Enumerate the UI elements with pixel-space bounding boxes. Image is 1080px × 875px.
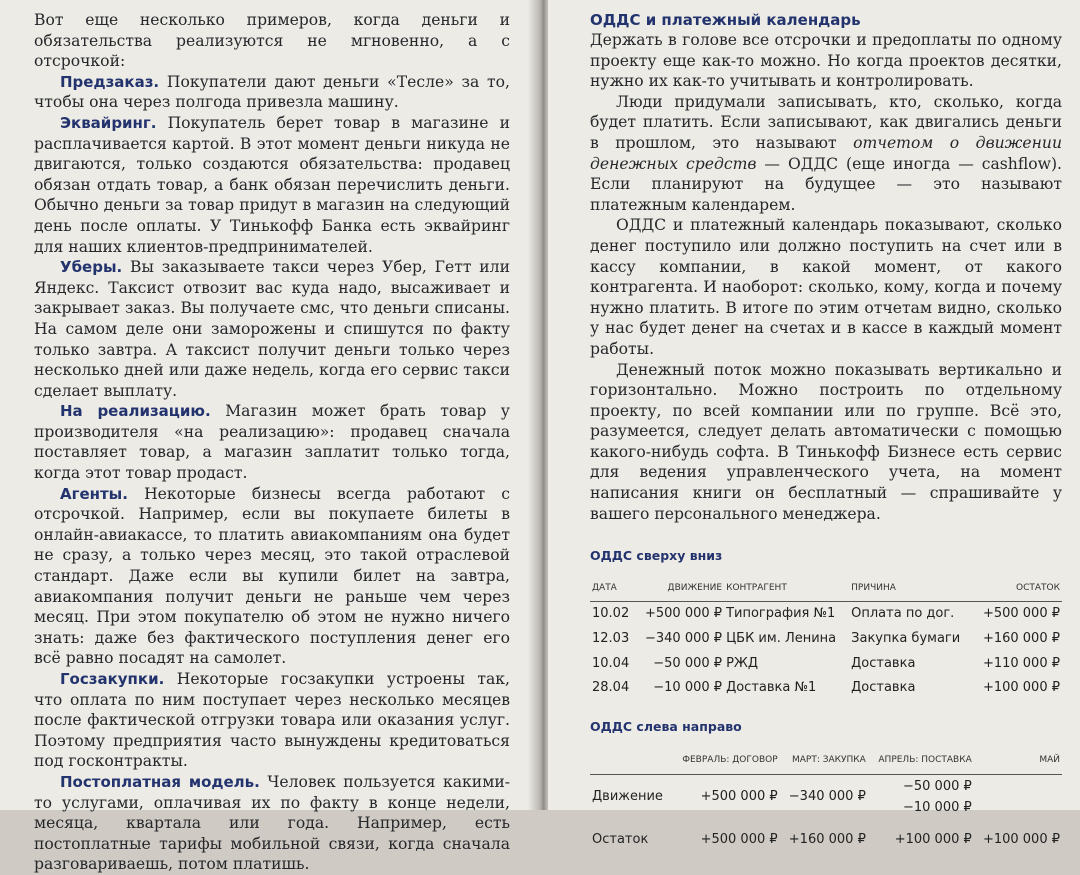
col-balance: ОСТАТОК — [973, 575, 1062, 602]
col-label — [590, 747, 672, 774]
term-agenty: Агенты. — [60, 484, 128, 503]
term-text: Некоторые госзакупки устроены так, что оплата по ним поступает через несколько месяцев после фактической отгрузки товара или оказания услуг. Поэтому предприятия часто вынуждены кредитоваться под госконтракты. — [34, 670, 510, 771]
cell: −340 000 ₽ — [645, 631, 723, 647]
term-postoplata: Постоплатная модель. — [60, 772, 260, 791]
table-row — [590, 652, 1062, 677]
term-text: Вы заказываете такси через Убер, Гетт или Яндекс. Таксист отвозит вас куда надо, высаживает и закрывает заказ. Вы получаете смс, что деньги списаны. На самом деле они заморожены и спишутся по факту только завтра. А таксист получит деньги только через несколько дней или даже недель, когда его сервис такси сделает выплату. — [34, 258, 510, 400]
italic-term: отчетом о движении денежных средств — [590, 133, 1062, 173]
cell: Типография №1 — [726, 606, 836, 622]
table-row — [590, 775, 1062, 821]
cell-line: −50 000 ₽ — [902, 779, 972, 794]
cell: РЖД — [726, 655, 759, 671]
term-text: Магазин может брать товар у производителя «на реализацию»: продавец сначала поставляет товар, а магазин заплатит только тогда, когда этот товар продаст. — [34, 402, 510, 483]
term-text: Покупатель берет товар в магазине и расплачивается картой. В этот момент деньги никуда не двигаются, только создаются обязательства: продавец обязан отдать товар, а банк обязан перечислить деньги. Обычно деньги за товар придут в магазин на следующий день после оплаты. У Тинькофф Банка есть эквайринг для наших клиентов-предпринимателей. — [34, 113, 510, 256]
left-page — [0, 0, 540, 874]
cell: +100 000 ₽ — [894, 832, 972, 848]
col-reason: ПРИЧИНА — [849, 575, 973, 602]
intro-paragraph: Вот еще несколько примеров, когда деньги и обязательства реализуются не мгновенно, а с отсрочкой: — [34, 11, 510, 71]
table2-title: ОДДС слева направо — [590, 718, 742, 734]
col-date: ДАТА — [590, 575, 635, 602]
cell: +500 000 ₽ — [700, 789, 778, 805]
table-row — [590, 627, 1062, 652]
cell — [974, 775, 1062, 821]
list-item — [34, 669, 510, 772]
cell: Оплата по дог. — [851, 606, 955, 622]
cell: 10.04 — [592, 655, 630, 671]
cell: Доставка — [851, 655, 916, 671]
cell: 12.03 — [592, 631, 630, 647]
list-item — [34, 113, 510, 257]
term-realizatsiya: На реализацию. — [60, 402, 211, 421]
term-text: Некоторые бизнесы всегда работают с отсрочкой. Например, если вы покупаете билеты в онлайн-авиакассе, то платить авиакомпаниям она будет не сразу, а только через месяц, это такой отраслевой стандарт. Даже если вы купили билет на завтра, авиакомпания получит деньги не раньше чем через месяц. При этом покупателю об этом не нужно ничего знать: даже без фактического поступления денег его всё равно посадят на самолет. — [34, 484, 510, 668]
paragraph-3: ОДДС и платежный календарь показывают, сколько денег поступило или должно поступить на счет или в кассу компании, в какой момент, от какого контрагента. И наоборот: сколько, кому, когда и почему нужно платить. В итоге по этим отчетам видно, сколько у нас будет денег на счетах и в кассе в каждый момент работы. — [590, 216, 1062, 358]
cell: +500 000 ₽ — [645, 606, 723, 622]
text-run: — ОДДС (еще иногда — cashflow). Если планируют на будущее — это называют платежным календарем. — [590, 154, 1062, 214]
cell: −340 000 ₽ — [788, 789, 866, 805]
table-header-row — [590, 747, 1062, 774]
cell: +160 000 ₽ — [788, 832, 866, 848]
row-label: Остаток — [592, 832, 649, 848]
col-movement: ДВИЖЕНИЕ — [635, 575, 724, 602]
term-text: Человек пользуется какими-то услугами, оплачивая их по факту в конце недели, месяца, квартала или года. Например, есть постоплатные тарифы мобильной связи, когда сначала разговариваешь, потом платишь. — [34, 772, 510, 874]
term-goszakupki: Госзакупки. — [60, 670, 165, 688]
paragraph-1: Держать в голове все отсрочки и предоплаты по одному проекту еще как-то можно. Но когда проектов десятки, нужно их как-то учитывать и контролировать. — [590, 31, 1062, 91]
term-ubery: Уберы. — [60, 258, 123, 277]
term-ekvairing: Эквайринг. — [60, 113, 157, 132]
list-item — [34, 401, 510, 483]
list-item — [34, 257, 510, 401]
col-counterparty: КОНТРАГЕНТ — [724, 575, 849, 602]
col-feb: ФЕВРАЛЬ: ДОГОВОР — [672, 747, 780, 774]
cell: +100 000 ₽ — [982, 832, 1060, 848]
list-item — [34, 72, 510, 113]
cell: ЦБК им. Ленина — [726, 631, 837, 647]
cell: +100 000 ₽ — [982, 680, 1060, 696]
table-row — [590, 602, 1062, 627]
col-mar: МАРТ: ЗАКУПКА — [780, 747, 868, 774]
table-row — [590, 820, 1062, 853]
term-predzakaz: Предзаказ. — [60, 72, 160, 91]
section-heading: ОДДС и платежный календарь — [590, 11, 861, 29]
table-row — [590, 676, 1062, 701]
text-run: Люди придумали записывать, кто, сколько, когда будет платить. Если записывают, как двигались деньги в прошлом, это называют — [590, 92, 1062, 152]
cell-line: −10 000 ₽ — [902, 799, 972, 815]
cell: Доставка — [851, 680, 916, 696]
cell — [868, 775, 974, 821]
cell: +110 000 ₽ — [982, 655, 1060, 671]
paragraph-2 — [590, 92, 1062, 216]
table-header-row — [590, 575, 1062, 602]
list-item — [34, 484, 510, 669]
term-text: Покупатели дают деньги «Тесле» за то, чтобы она через полгода привезла машину. — [34, 72, 510, 112]
cell: −10 000 ₽ — [653, 680, 723, 696]
odds-horizontal-table — [590, 747, 1062, 852]
cell: 10.02 — [592, 606, 630, 622]
cell: +500 000 ₽ — [982, 606, 1060, 622]
odds-vertical-table — [590, 575, 1062, 701]
table1-title: ОДДС сверху вниз — [590, 548, 723, 564]
cell: Закупка бумаги — [851, 631, 961, 647]
cell: Доставка №1 — [726, 680, 817, 696]
row-label: Движение — [592, 789, 663, 805]
cell: +160 000 ₽ — [982, 631, 1060, 647]
right-page — [548, 0, 1080, 848]
list-item — [34, 772, 510, 875]
cell: 28.04 — [592, 680, 630, 696]
col-apr: АПРЕЛЬ: ПОСТАВКА — [868, 747, 974, 774]
col-may: МАЙ — [974, 747, 1062, 774]
paragraph-4: Денежный поток можно показывать вертикально и горизонтально. Можно построить по отдельному проекту, по всей компании или по группе. Всё это, разумеется, следует делать автоматически с помощью какого-нибудь софта. В Тинькофф Бизнесе есть сервис для ведения управленческого учета, на момент написания книги он бесплатный — спрашивайте у вашего персонального менеджера. — [590, 360, 1062, 523]
cell: +500 000 ₽ — [700, 832, 778, 848]
cell: −50 000 ₽ — [653, 655, 723, 671]
